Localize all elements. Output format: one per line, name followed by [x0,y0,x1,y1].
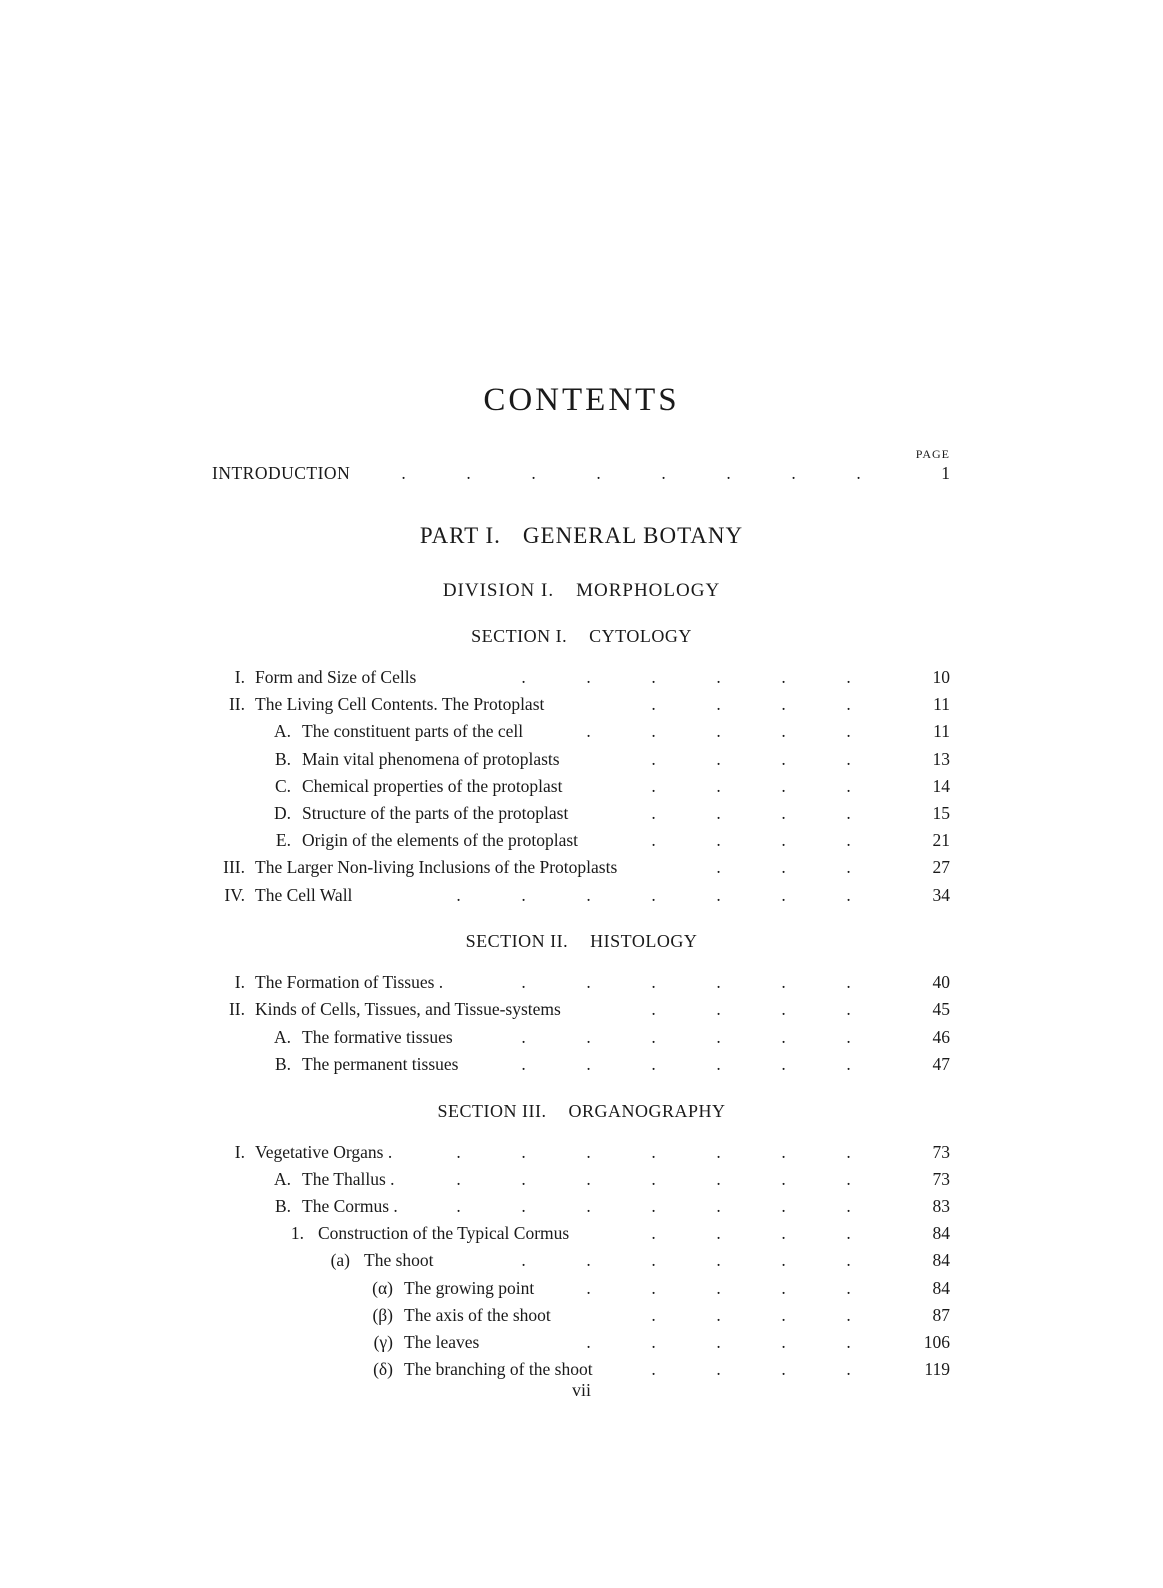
toc-entry-label: Construction of the Typical Cormus [318,1223,570,1244]
toc-entry-page: 11 [933,694,950,715]
leader-dots: . . . . . [586,1331,851,1352]
toc-entry-number: IV. [224,884,245,905]
section-number: SECTION III. [437,1101,547,1121]
page-column-label: PAGE [915,447,950,461]
toc-entry-number: D. [273,803,291,823]
toc-entry-label: Kinds of Cells, Tissues, and Tissue-systems [255,999,561,1020]
toc-entry[interactable] [0,1358,1163,1380]
toc-entry-label: Form and Size of Cells [255,667,417,687]
toc-entry-label: The Larger Non-living Inclusions of the Protoplasts [255,857,618,878]
toc-entry-page: 84 [932,1277,950,1298]
toc-entry-label: The axis of the shoot [404,1304,551,1325]
toc-entry-label: Chemical properties of the protoplast [302,775,563,796]
toc-entry-label: Main vital phenomena of protoplasts [302,748,560,769]
toc-entry[interactable] [0,1331,1163,1353]
leader-dots: . . . . . . [521,1026,851,1047]
toc-entry-page: 45 [932,999,950,1020]
leader-dots: . . . . [651,694,851,715]
toc-entry-label: Origin of the elements of the protoplast [302,830,579,851]
toc-entry-label: The shoot [364,1250,434,1271]
toc-entry-number: (γ) [373,1331,393,1352]
division-heading [0,580,1163,602]
section-number: SECTION II. [465,931,569,951]
leader-dots: . . . . . . . [456,884,851,905]
leader-dots: . . . . . . . [456,1169,851,1190]
toc-entry-number: (δ) [373,1358,393,1379]
section-heading-histology [0,931,1163,952]
toc-entry-page: 21 [932,830,950,851]
toc-entry[interactable] [0,775,1163,797]
toc-entry[interactable] [0,1304,1163,1326]
toc-entry-number: (β) [372,1304,393,1325]
toc-entry-number: 1. [290,1223,304,1244]
toc-entry-page: 84 [932,1223,950,1244]
toc-entry[interactable] [0,1026,1163,1048]
toc-entry-page: 1 [941,463,950,483]
toc-entry-label: The Cell Wall [255,884,353,905]
toc-entry[interactable] [0,1168,1163,1190]
toc-entry-number: I. [234,1142,245,1162]
toc-entry-label: Structure of the parts of the protoplast [302,803,569,823]
toc-entry-number: B. [274,1053,291,1074]
toc-entry-page: 15 [932,803,950,823]
leader-dots: . . . . . . [521,1250,851,1271]
toc-entry-number: III. [223,857,245,878]
division-number: DIVISION I. [442,580,555,601]
leader-dots: . . . . . . . [456,1196,851,1217]
toc-entry-page: 13 [932,748,950,769]
leader-dots: . . . . . . . [456,1142,851,1162]
toc-entry-page: 73 [932,1142,950,1162]
leader-dots: . . . . . . [521,667,851,687]
toc-entry-label: The Thallus . [302,1169,395,1190]
toc-entry[interactable] [0,1249,1163,1271]
toc-entry-page: 73 [932,1169,950,1190]
section-title: ORGANOGRAPHY [568,1101,726,1121]
toc-entry-page: 83 [932,1196,950,1217]
section-heading-organography [0,1101,1163,1122]
toc-entry[interactable] [0,693,1163,715]
leader-dots: . . . . [651,748,851,769]
part-number: PART I. [419,523,501,548]
toc-entry-page: 84 [932,1250,950,1271]
toc-entry-number: II. [228,999,245,1020]
toc-entry-number: (a) [330,1250,350,1271]
toc-entry-page: 106 [923,1331,950,1352]
toc-entry-label: The branching of the shoot [404,1358,593,1379]
toc-entry-number: I. [234,667,245,687]
toc-entry-page: 46 [932,1026,950,1047]
leader-dots: . . . . . . [521,972,851,992]
part-heading [0,523,1163,549]
leader-dots: . . . . [651,1304,851,1325]
leader-dots: . . . . [651,830,851,851]
toc-entry[interactable] [0,1222,1163,1244]
toc-entry-label: The Formation of Tissues . [255,972,444,992]
toc-entry[interactable] [0,829,1163,851]
toc-entry-introduction[interactable] [0,462,1163,484]
toc-entry-number: B. [274,1196,291,1217]
toc-entry-page: 47 [932,1053,950,1074]
section-title: HISTOLOGY [590,931,698,951]
toc-entry[interactable] [0,1277,1163,1299]
leader-dots: . . . . . [586,721,851,742]
leader-dots: . . . . [651,803,851,823]
toc-entry-label: The formative tissues [302,1026,453,1047]
toc-entry-page: 27 [932,857,950,878]
toc-entry-label: The leaves [404,1331,480,1352]
toc-entry-page: 40 [932,972,950,992]
toc-entry-label: The Living Cell Contents. The Protoplast [255,694,545,715]
toc-entry[interactable] [0,748,1163,770]
section-number: SECTION I. [471,626,568,646]
leader-dots: . . . . . . . . [401,463,861,483]
toc-entry[interactable] [0,802,1163,824]
leader-dots: . . . . [651,1223,851,1244]
leader-dots: . . . . [651,999,851,1020]
toc-entry[interactable] [0,971,1163,993]
toc-entry-page: 34 [932,884,950,905]
toc-entry[interactable] [0,1195,1163,1217]
toc-entry-label: The permanent tissues [302,1053,459,1074]
toc-entry-page: 87 [932,1304,950,1325]
toc-entry-number: (α) [372,1277,393,1298]
section-title: CYTOLOGY [589,626,692,646]
division-title: MORPHOLOGY [576,580,721,601]
toc-entry[interactable] [0,884,1163,906]
toc-entry-page: 11 [933,721,950,742]
part-title: GENERAL BOTANY [522,523,744,548]
page-title: CONTENTS [483,382,680,418]
toc-entry-label: The Cormus . [302,1196,398,1217]
toc-entry-label: The constituent parts of the cell [302,721,524,742]
toc-entry[interactable] [0,856,1163,878]
toc-entry-number: C. [274,775,291,796]
toc-entry-label: INTRODUCTION [212,463,351,483]
section-heading-cytology [0,626,1163,647]
leader-dots: . . . . . [586,1277,851,1298]
page-number-footer: vii [571,1380,591,1400]
toc-entry-page: 14 [932,775,950,796]
toc-entry-page: 119 [924,1358,950,1379]
toc-entry[interactable] [0,720,1163,742]
leader-dots: . . . . . . [521,1053,851,1074]
toc-entry-label: The growing point [404,1277,535,1298]
toc-entry-number: A. [273,721,291,742]
leader-dots: . . . [716,857,851,878]
toc-entry-number: B. [274,748,291,769]
toc-entry-number: II. [228,694,245,715]
leader-dots: . . . . [651,1358,851,1379]
toc-entry-label: Vegetative Organs . [255,1142,393,1162]
toc-entry-number: E. [275,830,291,851]
toc-entry[interactable] [0,998,1163,1020]
toc-entry-number: I. [234,972,245,992]
toc-entry[interactable] [0,666,1163,688]
leader-dots: . . . . [651,775,851,796]
toc-entry[interactable] [0,1053,1163,1075]
toc-entry-page: 10 [932,667,950,687]
toc-entry-number: A. [273,1026,291,1047]
toc-entry[interactable] [0,1141,1163,1163]
toc-entry-number: A. [273,1169,291,1190]
